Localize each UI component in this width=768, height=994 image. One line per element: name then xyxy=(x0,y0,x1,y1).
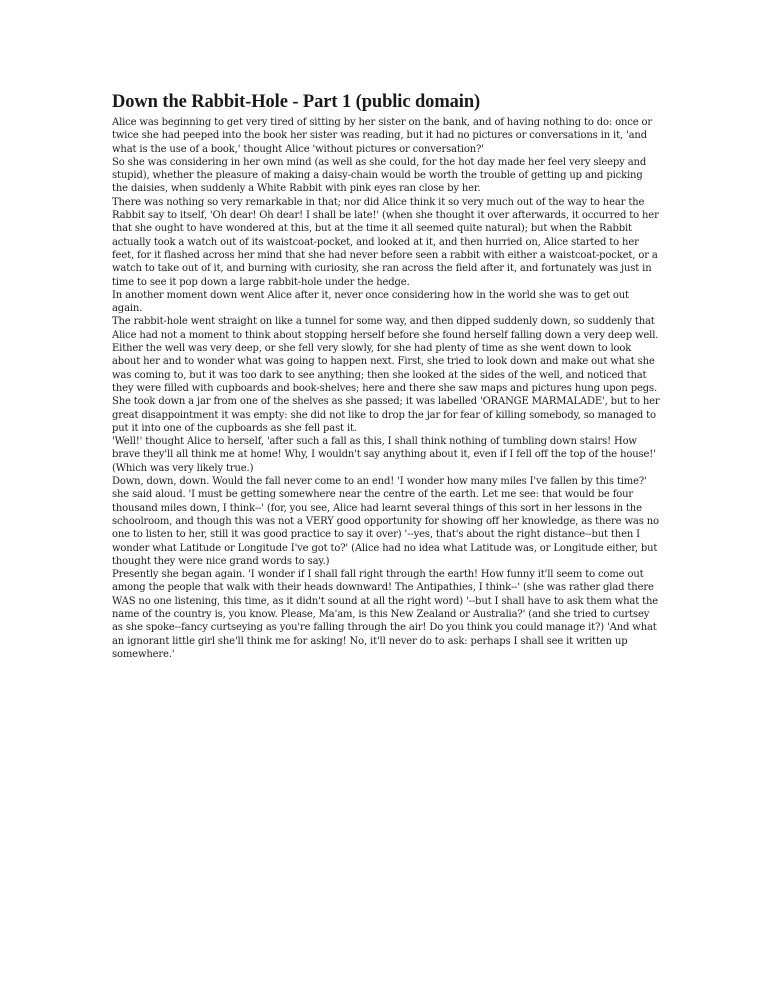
paragraph-4: In another moment down went Alice after it, never once considering how in the world she was to get out again. xyxy=(112,289,629,315)
paragraph-9: Presently she began again. 'I wonder if I shall fall right through the earth! How funny it'll seem to come out among the people that walk with their heads downward! The Antipathies, I think--' (she was rather glad there WAS no one listening, this time, as it didn't sound at all the right word) '--but I shall have to ask them what the name of the country is, you know. Please, Ma'am, is this New Zealand or Australia?' (and she tried to curtsey as she spoke--fancy curtseying as you're falling through the air! Do you think you could manage it?) 'And what an ignorant little girl she'll think me for asking! No, it'll never do to ask: perhaps I shall see it written up somewhere.' xyxy=(112,569,659,660)
document-page xyxy=(112,90,660,661)
paragraph-8: Down, down, down. Would the fall never come to an end! 'I wonder how many miles I've fallen by this time?' she said aloud. 'I must be getting somewhere near the centre of the earth. Let me see: that would be four thousand miles down, I think--' (for, you see, Alice had learnt several things of this sort in her lessons in the schoolroom, and though this was not a VERY good opportunity for showing off her knowledge, as there was no one to listen to her, still it was good practice to say it over) '--yes, that's about the right distance--but then I wonder what Latitude or Longitude I've got to?' (Alice had no idea what Latitude was, or Longitude either, but thought they were nice grand words to say.) xyxy=(112,476,659,567)
paragraph-7: 'Well!' thought Alice to herself, 'after such a fall as this, I shall think nothing of tumbling down stairs! How brave they'll all think me at home! Why, I wouldn't say anything about it, even if I fell off the top of the house!' (Which was very likely true.) xyxy=(112,436,656,474)
paragraph-6: Either the well was very deep, or she fell very slowly, for she had plenty of time as she went down to look about her and to wonder what was going to happen next. First, she tried to look down and make out what she was coming to, but it was too dark to see anything; then she looked at the sides of the well, and noticed that they were filled with cupboards and book-shelves; here and there she saw maps and pictures hung upon pegs. She took down a jar from one of the shelves as she passed; it was labelled 'ORANGE MARMALADE', but to her great disappointment it was empty: she did not like to drop the jar for fear of killing somebody, so managed to put it into one of the cupboards as she fell past it. xyxy=(112,343,660,434)
document-title: Down the Rabbit-Hole - Part 1 (public domain) xyxy=(112,92,481,112)
paragraph-1: Alice was beginning to get very tired of sitting by her sister on the bank, and of having nothing to do: once or twice she had peeped into the book her sister was reading, but it had no pictures or conversations in it, 'and what is the use of a book,' thought Alice 'without pictures or conversation?' xyxy=(112,117,653,155)
paragraph-5: The rabbit-hole went straight on like a tunnel for some way, and then dipped suddenly down, so suddenly that Alice had not a moment to think about stopping herself before she found herself falling down a very deep well. xyxy=(112,316,659,341)
paragraph-2: So she was considering in her own mind (as well as she could, for the hot day made her feel very sleepy and stupid), whether the pleasure of making a daisy-chain would be worth the trouble of getting up and picking the daisies, when suddenly a White Rabbit with pink eyes ran close by her. xyxy=(112,156,647,195)
paragraph-3: There was nothing so very remarkable in that; nor did Alice think it so very much out of the way to hear the Rabbit say to itself, 'Oh dear! Oh dear! I shall be late!' (when she thought it over afterwards, it occurred to her that she ought to have wondered at this, but at the time it all seemed quite natural); but when the Rabbit actually took a watch out of its waistcoat-pocket, and looked at it, and then hurried on, Alice started to her feet, for it flashed across her mind that she had never before seen a rabbit with either a waistcoat-pocket, or a watch to take out of it, and burning with curiosity, she ran across the field after it, and fortunately was just in time to see it pop down a large rabbit-hole under the hedge. xyxy=(112,196,659,288)
